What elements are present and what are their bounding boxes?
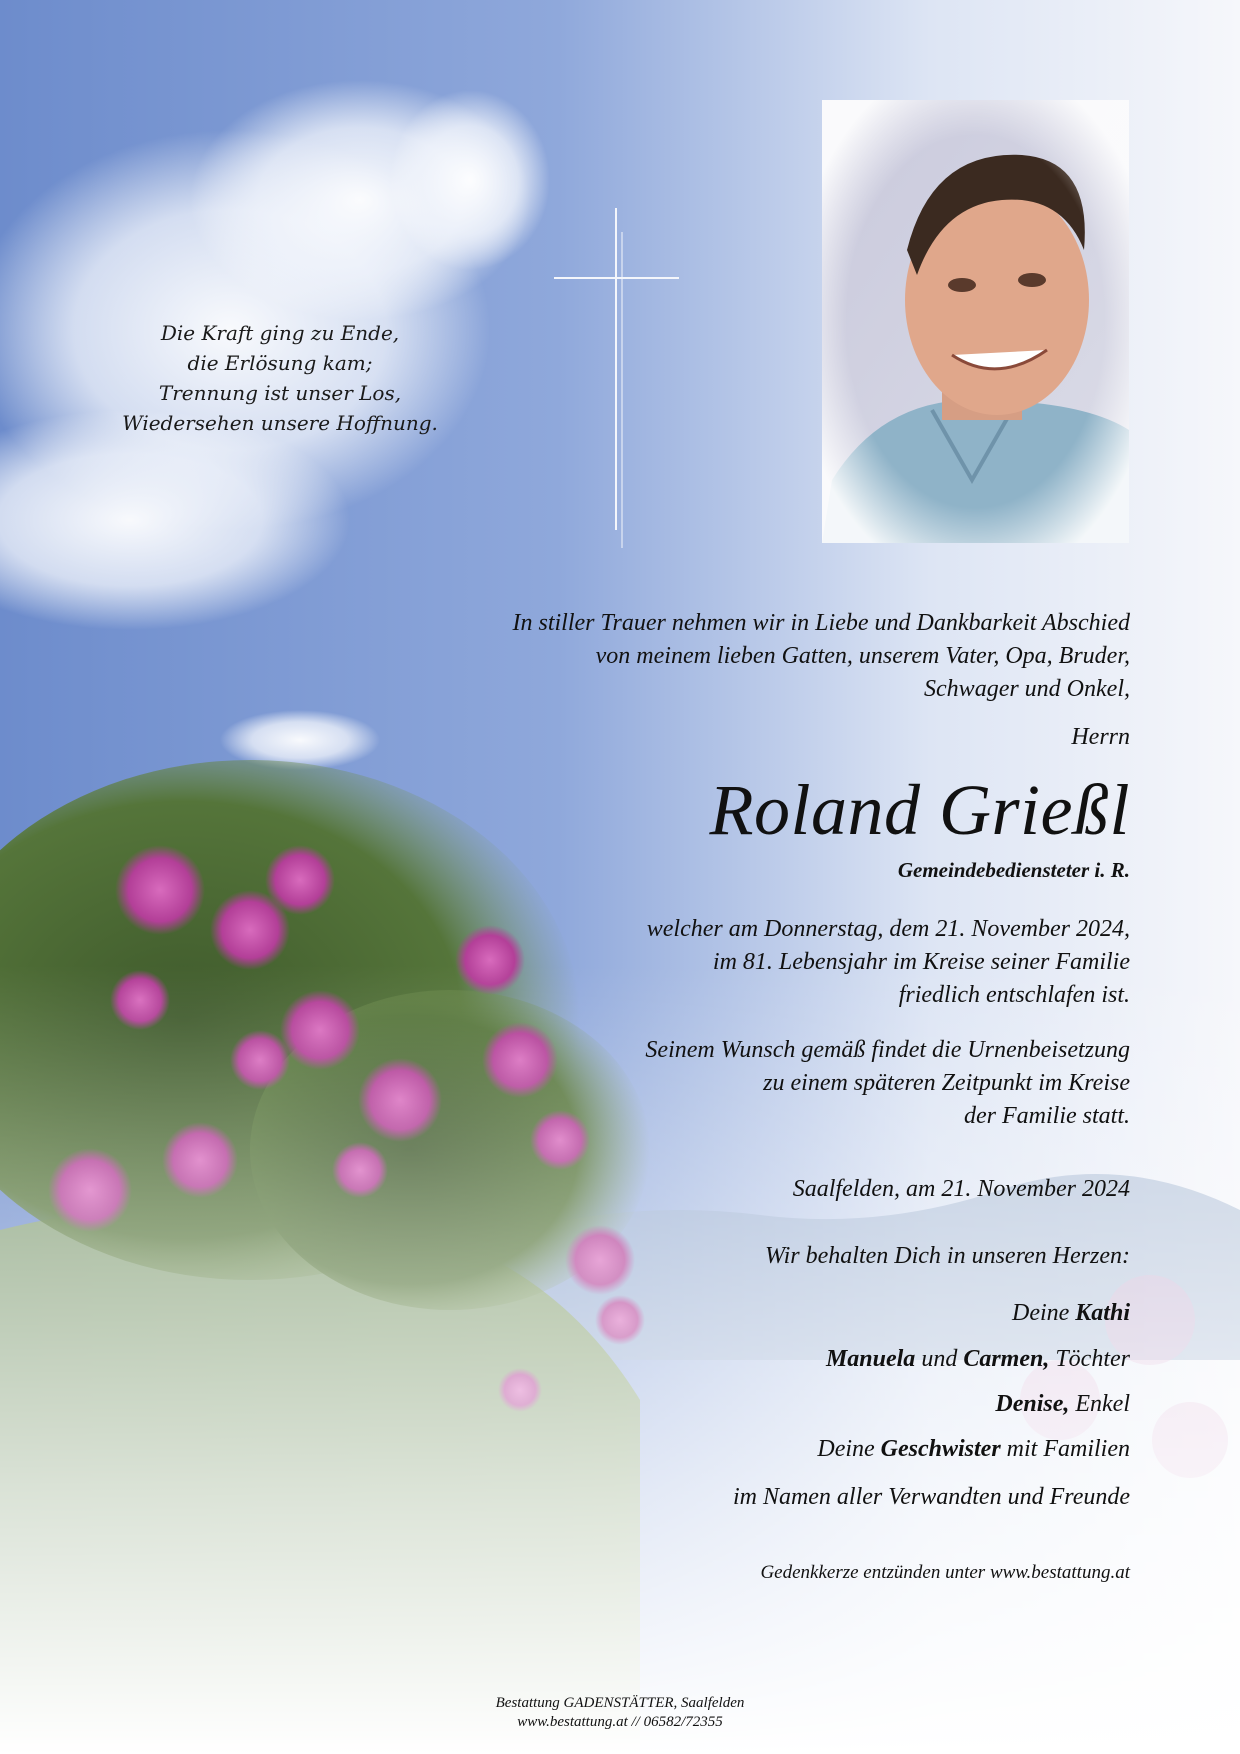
quote-line: Die Kraft ging zu Ende, (160, 321, 400, 345)
deceased-name: Roland Grießl (709, 770, 1130, 850)
candle-note: Gedenkkerze entzünden unter www.bestattung.at (760, 1562, 1130, 1583)
remember-text: Wir behalten Dich in unseren Herzen: (764, 1243, 1130, 1269)
quote-line: die Erlösung kam; (187, 351, 373, 375)
cross-icon (554, 208, 679, 548)
mourner-relatives: im Namen aller Verwandten und Freunde (732, 1484, 1130, 1510)
burial-line: der Familie statt. (964, 1103, 1130, 1129)
burial-line: zu einem späteren Zeitpunkt im Kreise (763, 1070, 1130, 1096)
passing-line: welcher am Donnerstag, dem 21. November 2024, (646, 916, 1130, 942)
passing-line: im 81. Lebensjahr im Kreise seiner Familie (712, 949, 1130, 975)
place-date: Saalfelden, am 21. November 2024 (792, 1176, 1130, 1202)
memorial-quote (90, 318, 470, 438)
mourner-grandchild: Denise, Enkel (995, 1391, 1130, 1417)
mourner-daughters: Manuela und Carmen, Töchter (825, 1346, 1130, 1372)
intro-line: In stiller Trauer nehmen wir in Liebe und Dankbarkeit Abschied (512, 610, 1130, 636)
salutation: Herrn (1071, 724, 1130, 750)
footer-line: www.bestattung.at // 06582/72355 (517, 1714, 723, 1730)
mourner-siblings: Deine Geschwister mit Familien (817, 1436, 1130, 1462)
footer-line: Bestattung GADENSTÄTTER, Saalfelden (495, 1695, 745, 1711)
portrait-photo (822, 100, 1129, 543)
funeral-home-footer (400, 1694, 840, 1732)
intro-line: Schwager und Onkel, (924, 676, 1130, 702)
mourner-wife: Deine Kathi (1011, 1300, 1130, 1326)
passing-text (647, 913, 1130, 1012)
intro-line: von meinem lieben Gatten, unserem Vater, Opa, Bruder, (595, 643, 1130, 669)
passing-line: friedlich entschlafen ist. (898, 982, 1130, 1008)
burial-text (645, 1034, 1130, 1133)
quote-line: Wiedersehen unsere Hoffnung. (122, 411, 438, 435)
quote-line: Trennung ist unser Los, (158, 381, 402, 405)
deceased-title: Gemeindebediensteter i. R. (897, 858, 1130, 882)
intro-text (513, 607, 1131, 706)
burial-line: Seinem Wunsch gemäß findet die Urnenbeisetzung (645, 1037, 1130, 1063)
